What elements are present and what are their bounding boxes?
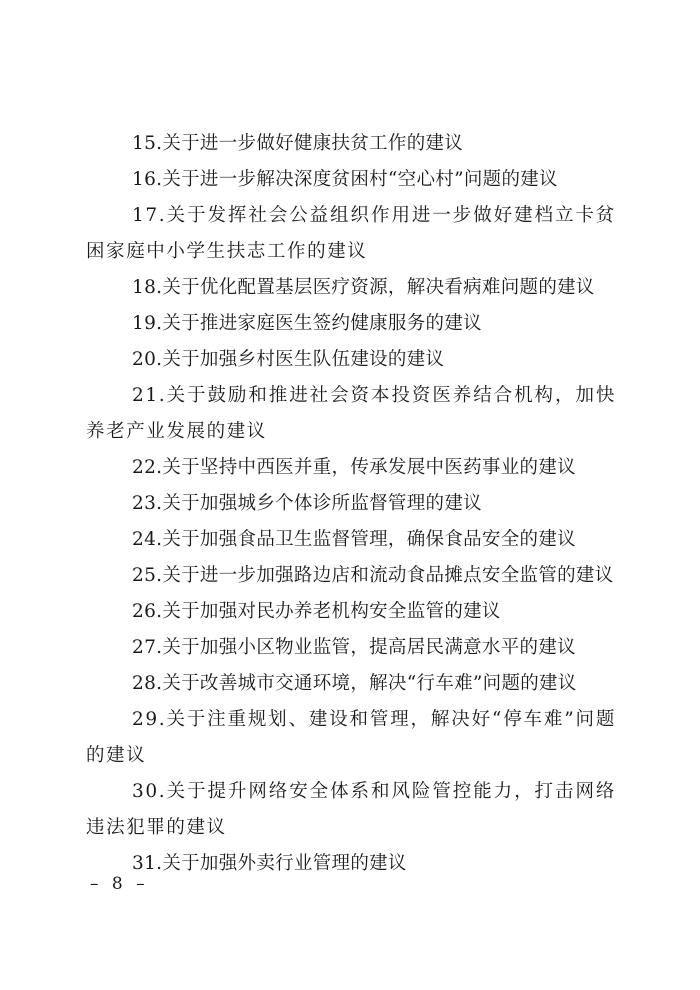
list-item-31: 31.关于加强外卖行业管理的建议	[132, 853, 407, 874]
list-item-15: 15.关于进一步做好健康扶贫工作的建议	[132, 133, 464, 154]
list-item-21: 21.关于鼓励和推进社会资本投资医养结合机构，加快养老产业发展的建议	[86, 385, 616, 442]
list-item-17: 17.关于发挥社会公益组织作用进一步做好建档立卡贫困家庭中小学生扶志工作的建议	[86, 205, 616, 262]
list-item-23: 23.关于加强城乡个体诊所监督管理的建议	[132, 493, 482, 514]
list-item-19: 19.关于推进家庭医生签约健康服务的建议	[132, 313, 482, 334]
list-item-30: 30.关于提升网络安全体系和风险管控能力，打击网络违法犯罪的建议	[86, 781, 616, 838]
list-item-24: 24.关于加强食品卫生监督管理，确保食品安全的建议	[132, 529, 576, 550]
page-number: – 8 –	[90, 874, 149, 894]
list-item-29: 29.关于注重规划、建设和管理，解决好“停车难”问题的建议	[86, 709, 616, 766]
list-item-20: 20.关于加强乡村医生队伍建设的建议	[132, 349, 445, 370]
proposal-list	[86, 126, 616, 882]
list-item-18: 18.关于优化配置基层医疗资源，解决看病难问题的建议	[132, 277, 595, 298]
list-item-22: 22.关于坚持中西医并重，传承发展中医药事业的建议	[132, 457, 576, 478]
list-item-25: 25.关于进一步加强路边店和流动食品摊点安全监管的建议	[132, 565, 614, 586]
list-item-26: 26.关于加强对民办养老机构安全监管的建议	[132, 601, 501, 622]
list-item-16: 16.关于进一步解决深度贫困村“空心村”问题的建议	[132, 169, 558, 190]
list-item-27: 27.关于加强小区物业监管，提高居民满意水平的建议	[132, 637, 576, 658]
list-item-28: 28.关于改善城市交通环境，解决“行车难”问题的建议	[132, 673, 577, 694]
